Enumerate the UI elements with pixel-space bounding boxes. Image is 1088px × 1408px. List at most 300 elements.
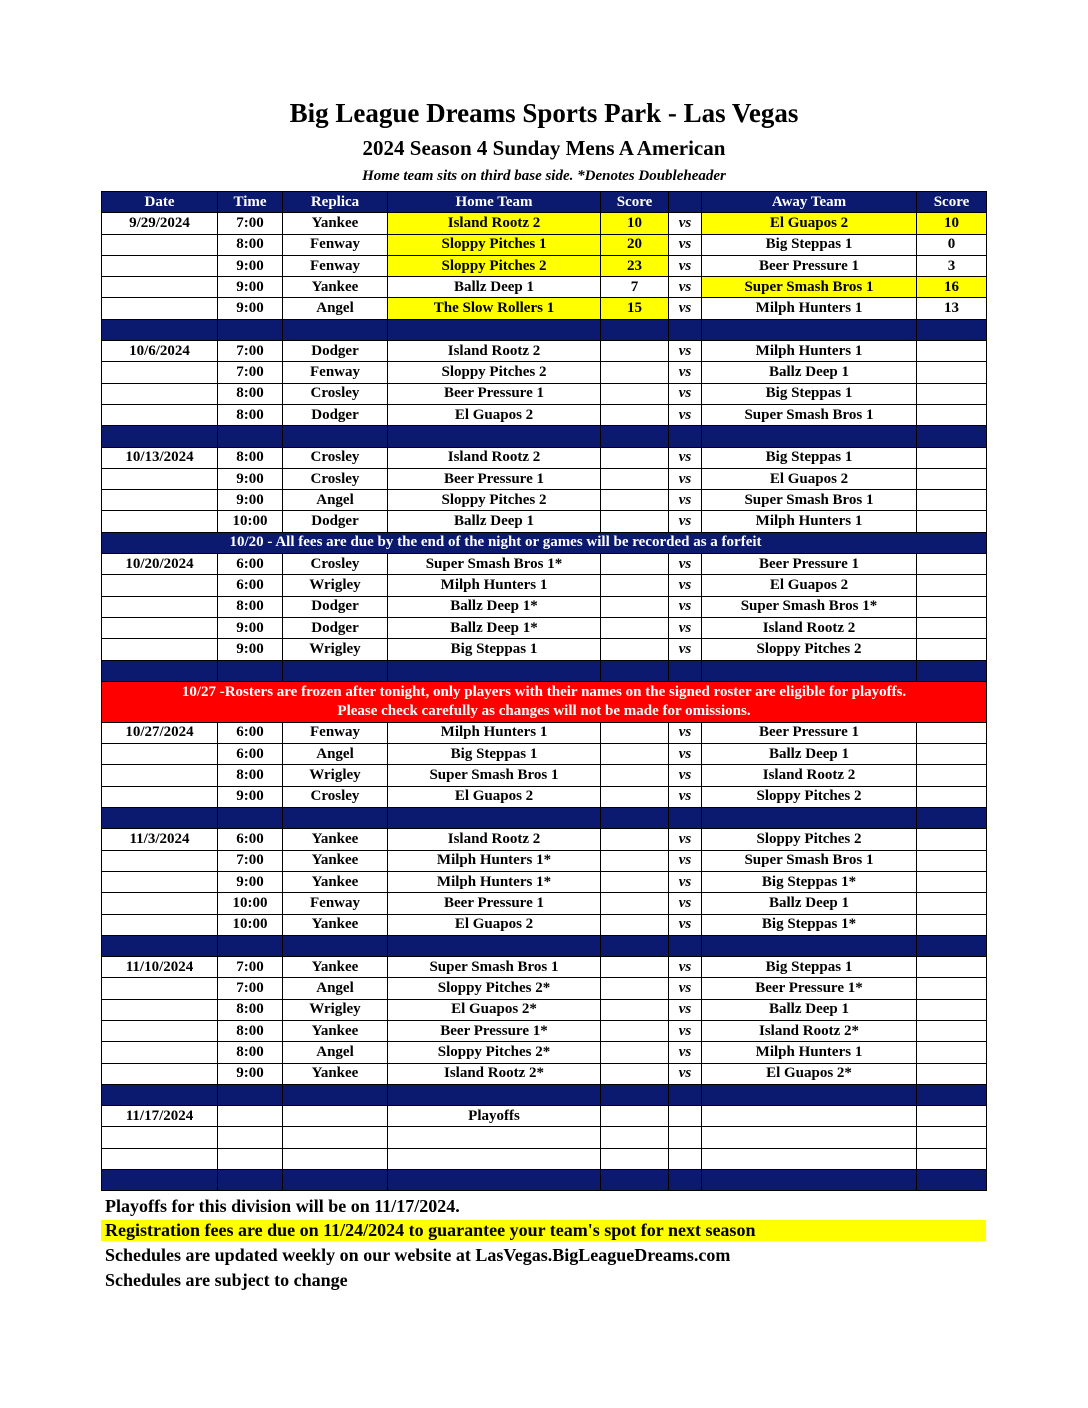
vs-cell: vs xyxy=(669,850,702,871)
away-team-cell: Milph Hunters 1 xyxy=(702,298,917,319)
time-cell: 7:00 xyxy=(218,850,283,871)
home-score-cell xyxy=(601,1063,669,1084)
separator-cell xyxy=(702,1084,917,1105)
home-score-cell: 20 xyxy=(601,234,669,255)
game-row xyxy=(102,639,987,660)
time-cell: 7:00 xyxy=(218,341,283,362)
game-row xyxy=(102,404,987,425)
away-score-cell xyxy=(917,914,987,935)
replica-cell: Yankee xyxy=(283,914,388,935)
blank-cell xyxy=(917,1148,987,1169)
away-score-cell xyxy=(917,362,987,383)
date-cell xyxy=(102,914,218,935)
date-cell xyxy=(102,978,218,999)
vs-cell: vs xyxy=(669,596,702,617)
home-team-cell: Ballz Deep 1 xyxy=(388,277,601,298)
separator-cell xyxy=(283,660,388,681)
replica-cell: Yankee xyxy=(283,213,388,234)
separator-cell xyxy=(917,935,987,956)
separator-cell xyxy=(283,935,388,956)
home-team-cell: Milph Hunters 1* xyxy=(388,871,601,892)
date-cell: 9/29/2024 xyxy=(102,213,218,234)
roster-alert xyxy=(102,681,987,722)
home-score-cell xyxy=(601,490,669,511)
time-cell: 10:00 xyxy=(218,914,283,935)
home-score-cell xyxy=(601,1042,669,1063)
home-team-cell: El Guapos 2 xyxy=(388,786,601,807)
game-row xyxy=(102,511,987,532)
vs-cell xyxy=(669,1106,702,1127)
schedule-body xyxy=(102,213,987,1191)
home-team-cell: Beer Pressure 1 xyxy=(388,893,601,914)
game-row xyxy=(102,255,987,276)
vs-cell: vs xyxy=(669,722,702,743)
away-team-cell: Big Steppas 1 xyxy=(702,957,917,978)
date-cell xyxy=(102,234,218,255)
col-away-score: Score xyxy=(917,192,987,213)
date-cell: 10/6/2024 xyxy=(102,341,218,362)
time-cell: 7:00 xyxy=(218,957,283,978)
home-team-cell: Ballz Deep 1 xyxy=(388,511,601,532)
home-score-cell xyxy=(601,893,669,914)
away-score-cell xyxy=(917,765,987,786)
away-score-cell xyxy=(917,511,987,532)
date-cell xyxy=(102,850,218,871)
replica-cell: Angel xyxy=(283,490,388,511)
banner-text: 10/20 - All fees are due by the end of the night or games will be recorded as a forfeit xyxy=(218,532,987,553)
header-row xyxy=(102,192,987,213)
away-team-cell: Island Rootz 2* xyxy=(702,1020,917,1041)
time-cell: 8:00 xyxy=(218,1042,283,1063)
vs-cell: vs xyxy=(669,277,702,298)
replica-cell: Angel xyxy=(283,298,388,319)
away-team-cell: Sloppy Pitches 2 xyxy=(702,786,917,807)
game-row xyxy=(102,893,987,914)
page-subtitle: 2024 Season 4 Sunday Mens A American xyxy=(362,136,726,160)
separator-cell xyxy=(702,426,917,447)
away-team-cell: Beer Pressure 1* xyxy=(702,978,917,999)
replica-cell xyxy=(283,1106,388,1127)
col-time: Time xyxy=(218,192,283,213)
game-row xyxy=(102,1063,987,1084)
away-team-cell: Ballz Deep 1 xyxy=(702,744,917,765)
date-cell: 10/20/2024 xyxy=(102,554,218,575)
separator-cell xyxy=(283,426,388,447)
home-score-cell xyxy=(601,404,669,425)
time-cell: 7:00 xyxy=(218,213,283,234)
replica-cell: Crosley xyxy=(283,468,388,489)
separator-cell xyxy=(601,426,669,447)
playoff-row xyxy=(102,1106,987,1127)
separator-cell xyxy=(601,935,669,956)
separator-cell xyxy=(388,1084,601,1105)
vs-cell: vs xyxy=(669,744,702,765)
game-row xyxy=(102,871,987,892)
home-score-cell xyxy=(601,383,669,404)
home-score-cell: 10 xyxy=(601,213,669,234)
home-team-cell: Sloppy Pitches 2* xyxy=(388,1042,601,1063)
away-team-cell: Super Smash Bros 1 xyxy=(702,850,917,871)
away-team-cell: El Guapos 2* xyxy=(702,1063,917,1084)
away-score-cell: 0 xyxy=(917,234,987,255)
home-team-cell: Milph Hunters 1 xyxy=(388,575,601,596)
replica-cell: Wrigley xyxy=(283,765,388,786)
home-team-cell: Playoffs xyxy=(388,1106,601,1127)
game-row xyxy=(102,468,987,489)
separator-cell xyxy=(601,808,669,829)
separator-cell xyxy=(283,808,388,829)
away-score-cell xyxy=(917,893,987,914)
blank-cell xyxy=(283,1148,388,1169)
home-team-cell: Ballz Deep 1* xyxy=(388,596,601,617)
game-row xyxy=(102,554,987,575)
roster-alert-text xyxy=(102,681,987,722)
blank-cell xyxy=(102,1148,218,1169)
replica-cell: Wrigley xyxy=(283,639,388,660)
separator-cell xyxy=(601,319,669,340)
away-score-cell: 3 xyxy=(917,255,987,276)
replica-cell: Crosley xyxy=(283,786,388,807)
home-score-cell xyxy=(601,1106,669,1127)
vs-cell: vs xyxy=(669,213,702,234)
home-score-cell xyxy=(601,722,669,743)
game-row xyxy=(102,234,987,255)
vs-cell: vs xyxy=(669,617,702,638)
date-cell: 11/17/2024 xyxy=(102,1106,218,1127)
roster-alert-line2: Please check carefully as changes will not be made for omissions. xyxy=(337,702,751,719)
away-team-cell: Super Smash Bros 1 xyxy=(702,404,917,425)
time-cell: 6:00 xyxy=(218,829,283,850)
footer-website: Schedules are updated weekly on our website at LasVegas.BigLeagueDreams.com xyxy=(105,1245,731,1265)
home-score-cell xyxy=(601,829,669,850)
away-team-cell: Beer Pressure 1 xyxy=(702,255,917,276)
away-team-cell: Super Smash Bros 1 xyxy=(702,277,917,298)
time-cell: 9:00 xyxy=(218,871,283,892)
separator-cell xyxy=(702,808,917,829)
away-score-cell xyxy=(917,744,987,765)
date-cell xyxy=(102,744,218,765)
time-cell: 9:00 xyxy=(218,277,283,298)
away-score-cell xyxy=(917,383,987,404)
replica-cell: Yankee xyxy=(283,850,388,871)
game-row xyxy=(102,213,987,234)
separator-cell xyxy=(388,426,601,447)
home-team-cell: Island Rootz 2 xyxy=(388,829,601,850)
separator-cell xyxy=(702,935,917,956)
date-cell xyxy=(102,1020,218,1041)
home-score-cell: 23 xyxy=(601,255,669,276)
separator-cell xyxy=(669,1084,702,1105)
separator-cell xyxy=(669,319,702,340)
vs-cell: vs xyxy=(669,511,702,532)
away-team-cell: Big Steppas 1* xyxy=(702,871,917,892)
vs-cell: vs xyxy=(669,871,702,892)
date-cell xyxy=(102,1042,218,1063)
replica-cell: Angel xyxy=(283,1042,388,1063)
time-cell: 6:00 xyxy=(218,554,283,575)
replica-cell: Dodger xyxy=(283,341,388,362)
away-score-cell xyxy=(917,957,987,978)
game-row xyxy=(102,914,987,935)
game-row xyxy=(102,786,987,807)
game-row xyxy=(102,383,987,404)
vs-cell: vs xyxy=(669,765,702,786)
separator-cell xyxy=(388,935,601,956)
vs-cell: vs xyxy=(669,447,702,468)
home-team-cell: Island Rootz 2 xyxy=(388,341,601,362)
separator-cell xyxy=(669,808,702,829)
blank-row xyxy=(102,1148,987,1169)
home-team-cell: Big Steppas 1 xyxy=(388,639,601,660)
away-team-cell: El Guapos 2 xyxy=(702,575,917,596)
time-cell: 10:00 xyxy=(218,511,283,532)
home-score-cell xyxy=(601,617,669,638)
away-team-cell: El Guapos 2 xyxy=(702,213,917,234)
game-row xyxy=(102,362,987,383)
time-cell: 9:00 xyxy=(218,617,283,638)
replica-cell: Fenway xyxy=(283,234,388,255)
away-team-cell: Milph Hunters 1 xyxy=(702,511,917,532)
home-score-cell: 15 xyxy=(601,298,669,319)
home-team-cell: Island Rootz 2 xyxy=(388,213,601,234)
separator-cell xyxy=(283,1170,388,1191)
time-cell: 8:00 xyxy=(218,999,283,1020)
time-cell: 9:00 xyxy=(218,786,283,807)
time-cell: 9:00 xyxy=(218,255,283,276)
home-team-cell: El Guapos 2 xyxy=(388,404,601,425)
week-separator xyxy=(102,426,987,447)
away-score-cell: 13 xyxy=(917,298,987,319)
date-cell xyxy=(102,490,218,511)
separator-cell xyxy=(388,319,601,340)
time-cell: 9:00 xyxy=(218,298,283,319)
separator-cell xyxy=(669,660,702,681)
replica-cell: Crosley xyxy=(283,554,388,575)
col-home-score: Score xyxy=(601,192,669,213)
separator-cell xyxy=(917,319,987,340)
home-score-cell xyxy=(601,871,669,892)
game-row xyxy=(102,447,987,468)
date-cell xyxy=(102,596,218,617)
date-cell xyxy=(102,468,218,489)
page-title: Big League Dreams Sports Park - Las Vegas xyxy=(289,98,799,128)
home-team-cell: The Slow Rollers 1 xyxy=(388,298,601,319)
replica-cell: Fenway xyxy=(283,362,388,383)
away-team-cell: Milph Hunters 1 xyxy=(702,341,917,362)
separator-cell xyxy=(283,319,388,340)
date-cell: 10/27/2024 xyxy=(102,722,218,743)
date-cell xyxy=(102,617,218,638)
blank-cell xyxy=(669,1127,702,1148)
replica-cell: Dodger xyxy=(283,511,388,532)
away-score-cell xyxy=(917,575,987,596)
away-score-cell xyxy=(917,978,987,999)
home-score-cell xyxy=(601,850,669,871)
replica-cell: Yankee xyxy=(283,1063,388,1084)
blank-cell xyxy=(917,1127,987,1148)
home-team-cell: Beer Pressure 1 xyxy=(388,383,601,404)
date-cell xyxy=(102,765,218,786)
blank-row xyxy=(102,1127,987,1148)
week-separator xyxy=(102,1170,987,1191)
vs-cell: vs xyxy=(669,468,702,489)
home-team-cell: Milph Hunters 1* xyxy=(388,850,601,871)
away-team-cell: Big Steppas 1 xyxy=(702,447,917,468)
away-score-cell xyxy=(917,786,987,807)
blank-cell xyxy=(388,1148,601,1169)
time-cell: 8:00 xyxy=(218,404,283,425)
date-cell xyxy=(102,511,218,532)
vs-cell: vs xyxy=(669,341,702,362)
date-cell xyxy=(102,871,218,892)
week-separator xyxy=(102,1084,987,1105)
week-separator xyxy=(102,808,987,829)
date-cell xyxy=(102,383,218,404)
date-cell xyxy=(102,999,218,1020)
replica-cell: Yankee xyxy=(283,829,388,850)
home-score-cell xyxy=(601,362,669,383)
separator-cell xyxy=(102,935,218,956)
away-team-cell: Milph Hunters 1 xyxy=(702,1042,917,1063)
game-row xyxy=(102,596,987,617)
col-home-team: Home Team xyxy=(388,192,601,213)
vs-cell: vs xyxy=(669,639,702,660)
blank-cell xyxy=(218,1127,283,1148)
away-score-cell xyxy=(917,722,987,743)
game-row xyxy=(102,1020,987,1041)
game-row xyxy=(102,765,987,786)
home-score-cell xyxy=(601,341,669,362)
game-row xyxy=(102,490,987,511)
home-team-cell: Beer Pressure 1* xyxy=(388,1020,601,1041)
vs-cell: vs xyxy=(669,575,702,596)
time-cell: 10:00 xyxy=(218,893,283,914)
separator-cell xyxy=(702,319,917,340)
replica-cell: Angel xyxy=(283,744,388,765)
time-cell: 7:00 xyxy=(218,362,283,383)
replica-cell: Fenway xyxy=(283,722,388,743)
time-cell: 8:00 xyxy=(218,447,283,468)
replica-cell: Crosley xyxy=(283,383,388,404)
away-team-cell: Beer Pressure 1 xyxy=(702,722,917,743)
home-score-cell xyxy=(601,447,669,468)
replica-cell: Dodger xyxy=(283,617,388,638)
replica-cell: Yankee xyxy=(283,277,388,298)
separator-cell xyxy=(102,1170,218,1191)
blank-cell xyxy=(218,1148,283,1169)
vs-cell: vs xyxy=(669,786,702,807)
date-cell xyxy=(102,786,218,807)
away-score-cell xyxy=(917,404,987,425)
blank-cell xyxy=(601,1127,669,1148)
home-team-cell: Ballz Deep 1* xyxy=(388,617,601,638)
separator-cell xyxy=(388,1170,601,1191)
game-row xyxy=(102,341,987,362)
home-team-cell: Beer Pressure 1 xyxy=(388,468,601,489)
vs-cell: vs xyxy=(669,1020,702,1041)
col-vs xyxy=(669,192,702,213)
separator-cell xyxy=(218,1084,283,1105)
col-replica: Replica xyxy=(283,192,388,213)
blank-cell xyxy=(702,1148,917,1169)
away-team-cell: Big Steppas 1 xyxy=(702,383,917,404)
date-cell xyxy=(102,404,218,425)
game-row xyxy=(102,829,987,850)
vs-cell: vs xyxy=(669,1042,702,1063)
game-row xyxy=(102,722,987,743)
game-row xyxy=(102,298,987,319)
vs-cell: vs xyxy=(669,999,702,1020)
game-row xyxy=(102,575,987,596)
time-cell: 9:00 xyxy=(218,468,283,489)
separator-cell xyxy=(218,1170,283,1191)
home-score-cell xyxy=(601,468,669,489)
vs-cell: vs xyxy=(669,404,702,425)
away-team-cell: Sloppy Pitches 2 xyxy=(702,829,917,850)
separator-cell xyxy=(917,660,987,681)
away-team-cell: Island Rootz 2 xyxy=(702,765,917,786)
separator-cell xyxy=(917,1170,987,1191)
separator-cell xyxy=(218,319,283,340)
time-cell: 6:00 xyxy=(218,722,283,743)
away-team-cell: Super Smash Bros 1* xyxy=(702,596,917,617)
home-score-cell xyxy=(601,511,669,532)
game-row xyxy=(102,277,987,298)
schedule-note: Home team sits on third base side. *Denotes Doubleheader xyxy=(362,168,726,184)
replica-cell: Fenway xyxy=(283,893,388,914)
vs-cell: vs xyxy=(669,893,702,914)
separator-cell xyxy=(669,1170,702,1191)
separator-cell xyxy=(218,808,283,829)
separator-cell xyxy=(388,808,601,829)
game-row xyxy=(102,850,987,871)
home-score-cell xyxy=(601,914,669,935)
week-separator xyxy=(102,319,987,340)
footer-disclaimer: Schedules are subject to change xyxy=(105,1270,348,1290)
vs-cell: vs xyxy=(669,362,702,383)
time-cell: 9:00 xyxy=(218,490,283,511)
away-team-cell: Island Rootz 2 xyxy=(702,617,917,638)
separator-cell xyxy=(102,660,218,681)
home-score-cell xyxy=(601,1020,669,1041)
game-row xyxy=(102,957,987,978)
replica-cell: Yankee xyxy=(283,1020,388,1041)
col-away-team: Away Team xyxy=(702,192,917,213)
replica-cell: Wrigley xyxy=(283,575,388,596)
week-separator xyxy=(102,660,987,681)
time-cell: 8:00 xyxy=(218,765,283,786)
away-team-cell: El Guapos 2 xyxy=(702,468,917,489)
game-row xyxy=(102,1042,987,1063)
away-team-cell: Ballz Deep 1 xyxy=(702,362,917,383)
separator-cell xyxy=(917,1084,987,1105)
away-score-cell xyxy=(917,639,987,660)
fees-banner xyxy=(102,532,987,553)
home-score-cell xyxy=(601,744,669,765)
away-score-cell xyxy=(917,871,987,892)
time-cell: 7:00 xyxy=(218,978,283,999)
away-score-cell: 16 xyxy=(917,277,987,298)
home-score-cell xyxy=(601,786,669,807)
home-team-cell: Super Smash Bros 1 xyxy=(388,765,601,786)
vs-cell: vs xyxy=(669,829,702,850)
home-team-cell: Super Smash Bros 1 xyxy=(388,957,601,978)
separator-cell xyxy=(601,660,669,681)
time-cell: 8:00 xyxy=(218,1020,283,1041)
away-score-cell xyxy=(917,617,987,638)
away-score-cell xyxy=(917,468,987,489)
away-team-cell: Beer Pressure 1 xyxy=(702,554,917,575)
